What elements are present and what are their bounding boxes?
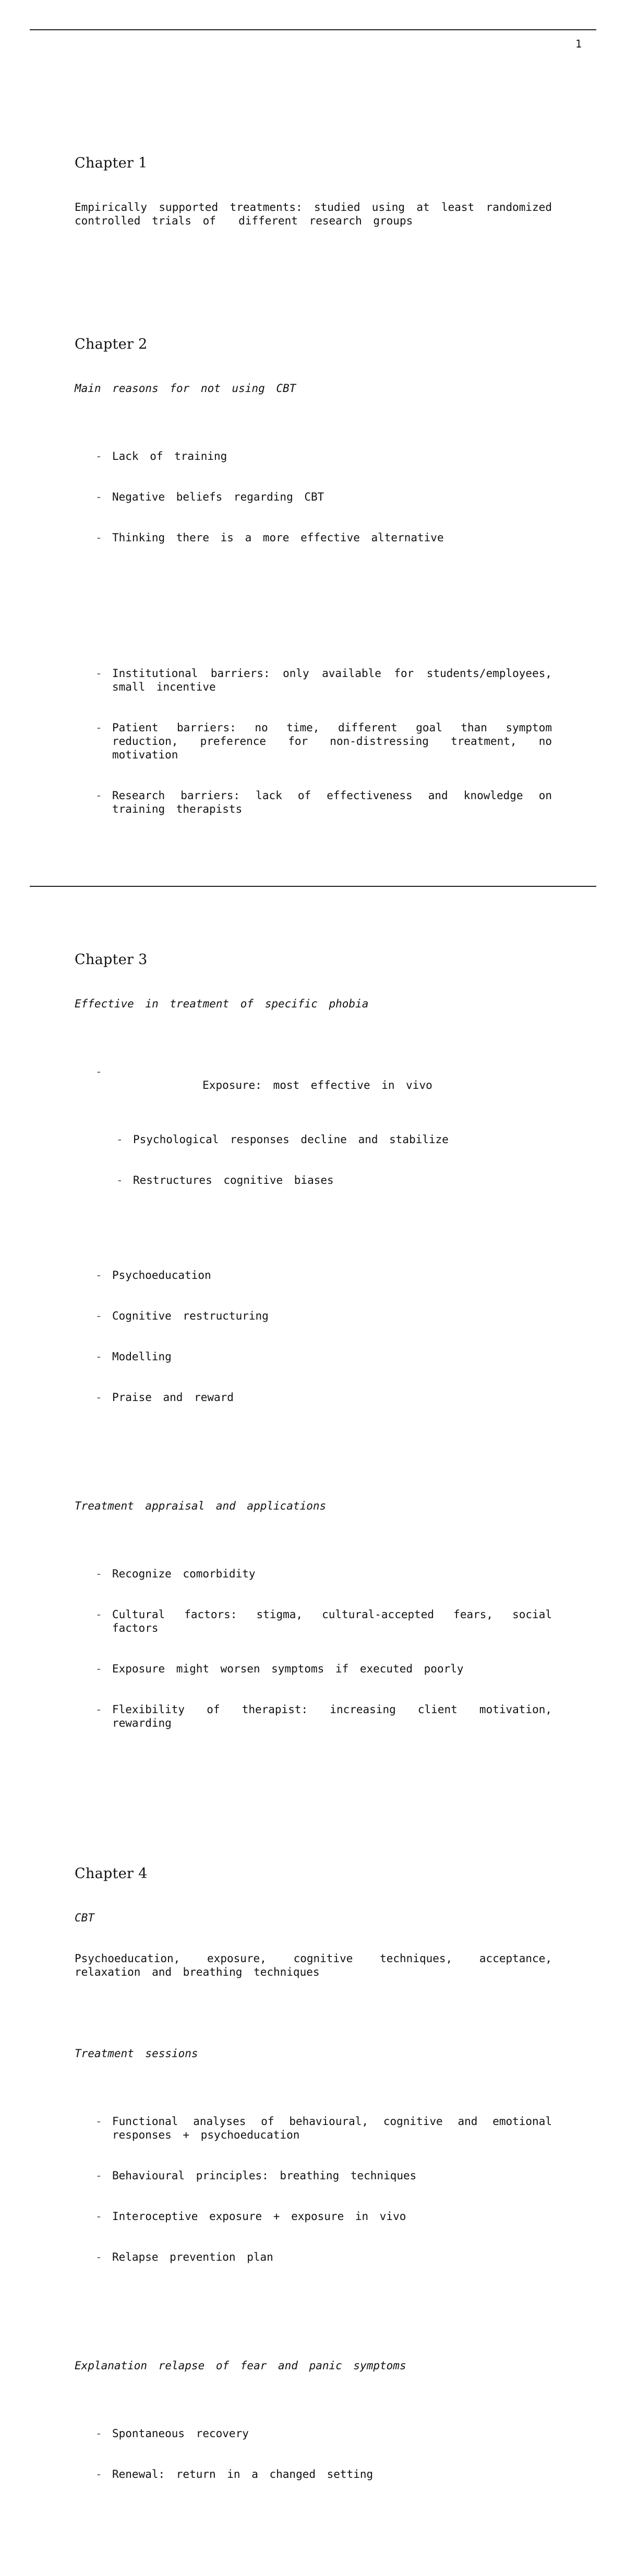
bullet-list xyxy=(75,2087,563,2291)
bullet-list xyxy=(75,1038,552,1431)
section-subtitle: Treatment appraisal and applications xyxy=(75,1500,327,1512)
section-subtitle: Explanation relapse of fear and panic symptoms xyxy=(75,2359,406,2372)
list-item: - Psychological responses decline and stabilize xyxy=(116,1133,552,1146)
chapter-title: Chapter 4 xyxy=(75,1866,148,1882)
list-item: - Research barriers: lack of effectiveness and knowledge on training therapists xyxy=(95,789,552,816)
chapter-4 xyxy=(75,1838,563,2535)
list-item: - Functional analyses of behavioural, cognitive and emotional responses + psychoeducation xyxy=(95,2115,552,2142)
list-item: - Modelling xyxy=(95,1350,552,1363)
section-subtitle: Treatment sessions xyxy=(75,2047,198,2060)
list-item: - Praise and reward xyxy=(95,1391,552,1404)
header-rule xyxy=(30,29,596,30)
list-item: - Thinking there is a more effective alternative xyxy=(95,531,552,544)
list-item: - Psychoeducation xyxy=(95,1268,552,1282)
list-item: - Relapse prevention plan xyxy=(95,2250,552,2264)
chapter-title: Chapter 1 xyxy=(75,155,148,171)
page-number: 1 xyxy=(575,38,582,50)
list-item-label: Exposure: most effective in vivo xyxy=(202,1079,432,1091)
list-item: - Spontaneous recovery xyxy=(95,2427,552,2440)
document-body xyxy=(75,87,563,2576)
bullet-list xyxy=(75,639,563,843)
list-item: - Patient barriers: no time, different goal than symptom reduction, preference for non-distressing treatment, no motivation xyxy=(95,721,552,762)
list-item: - Cultural factors: stigma, cultural-accepted fears, social factors xyxy=(95,1608,552,1635)
bullet-list xyxy=(75,1540,563,1757)
footer-rule xyxy=(30,886,596,887)
list-item: - Recognize comorbidity xyxy=(95,1567,552,1581)
list-item: - Negative beliefs regarding CBT xyxy=(95,490,552,504)
list-item xyxy=(95,1065,552,1241)
chapter-2 xyxy=(75,309,563,870)
list-item: - Lack of training xyxy=(95,449,552,463)
list-item: - Behavioural principles: breathing techniques xyxy=(95,2169,552,2182)
list-item: - Institutional barriers: only available for students/employees, small incentive xyxy=(95,667,552,694)
list-item: - Renewal: return in a changed setting xyxy=(95,2467,552,2481)
list-item: - Cognitive restructuring xyxy=(95,1309,552,1323)
chapter-paragraph: Psychoeducation, exposure, cognitive techniques, acceptance, relaxation and breathing techniques xyxy=(75,1952,563,1978)
list-item: - Flexibility of therapist: increasing client motivation, rewarding xyxy=(95,1703,552,1730)
bullet-list xyxy=(75,2400,552,2508)
bullet-list xyxy=(75,422,552,572)
list-item: - Interoceptive exposure + exposure in vivo xyxy=(95,2210,552,2223)
nested-bullet-list xyxy=(95,1106,552,1214)
chapter-title: Chapter 2 xyxy=(75,336,148,352)
chapter-title: Chapter 3 xyxy=(75,952,148,968)
chapter-3 xyxy=(75,924,563,1784)
section-subtitle: CBT xyxy=(75,1912,94,1924)
list-item: - Exposure might worsen symptoms if executed poorly xyxy=(95,1662,552,1676)
chapter-paragraph: Empirically supported treatments: studied using at least randomized controlled trials of different research groups xyxy=(75,201,563,227)
section-subtitle: Effective in treatment of specific phobia xyxy=(75,998,369,1010)
chapter-1 xyxy=(75,128,563,255)
section-subtitle: Main reasons for not using CBT xyxy=(75,382,296,395)
list-item: - Restructures cognitive biases xyxy=(116,1173,552,1187)
